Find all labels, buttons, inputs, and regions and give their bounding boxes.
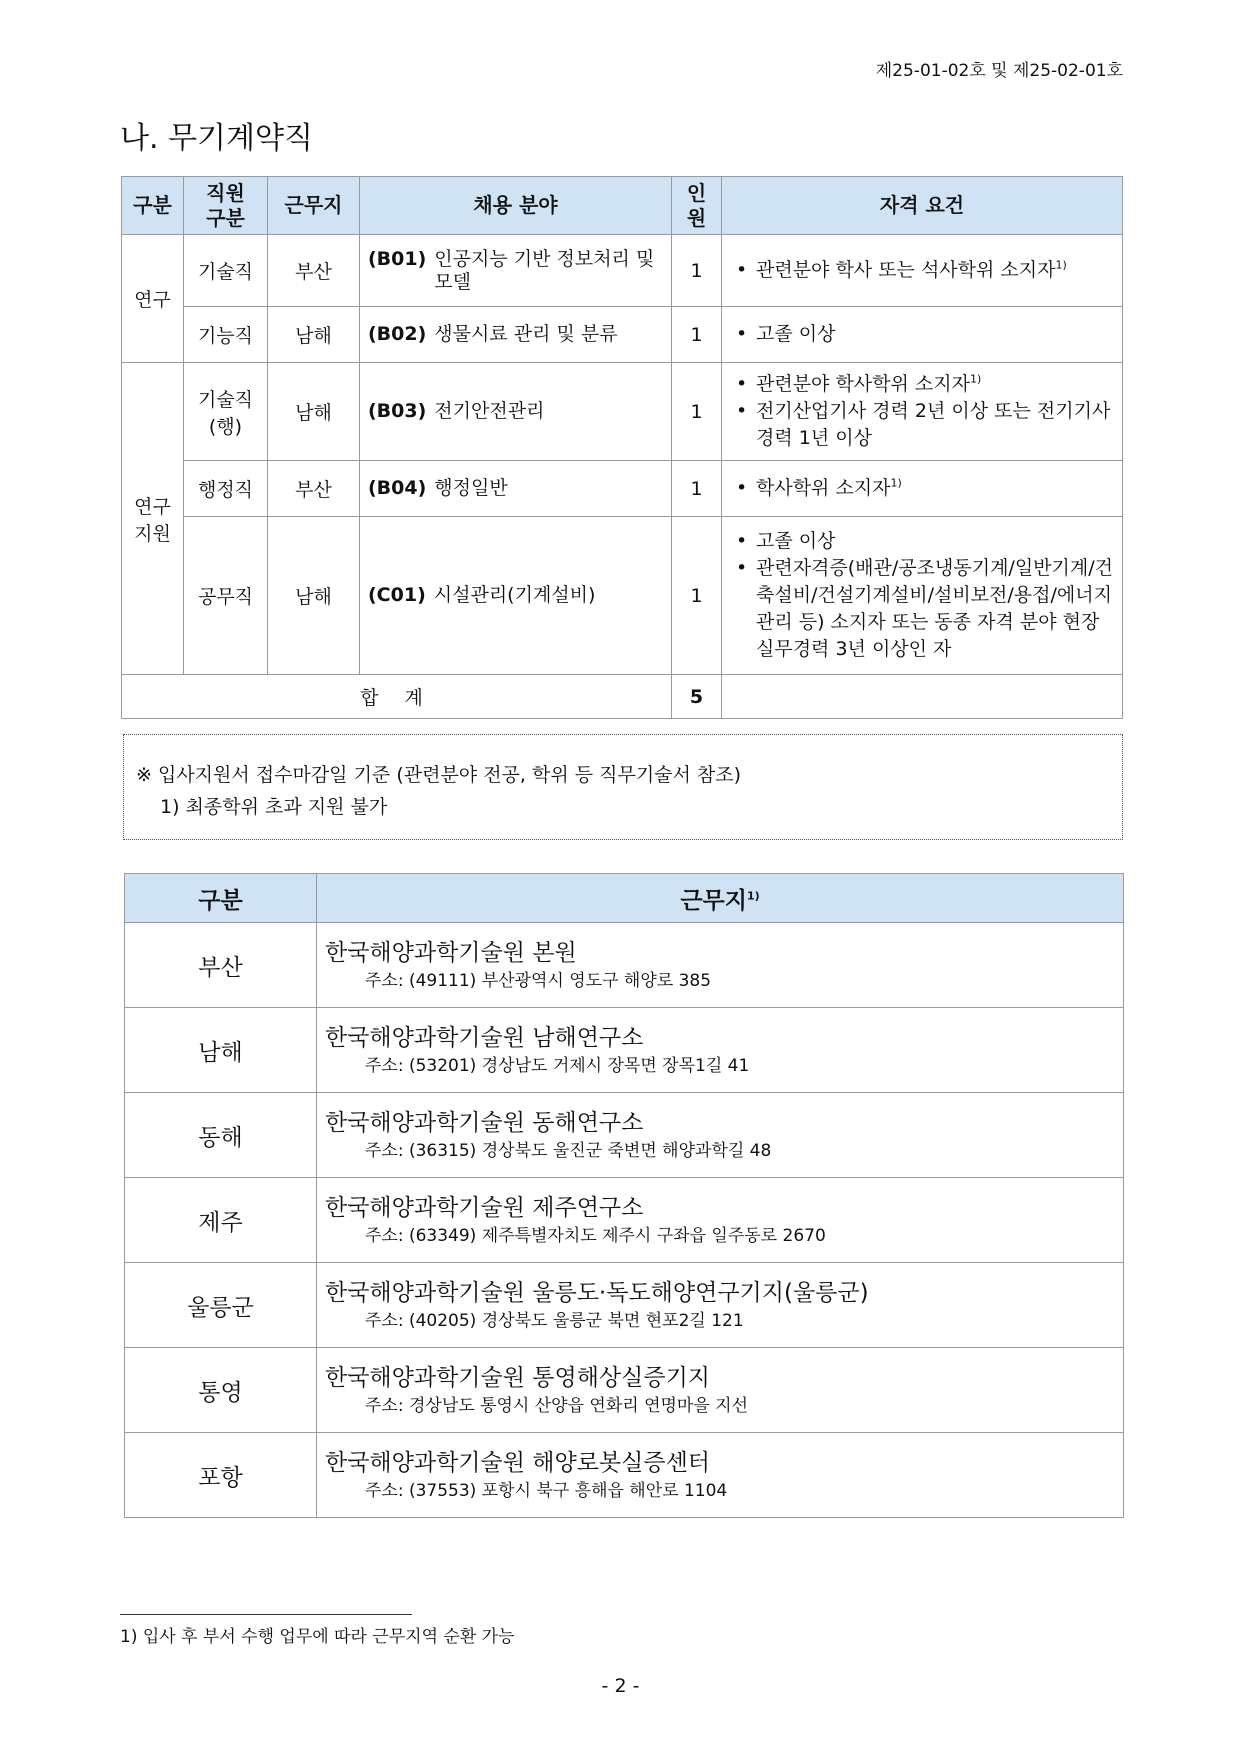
total-count: 5 (672, 675, 722, 719)
notes-box (123, 734, 1123, 840)
field-name: 전기안전관리 (434, 400, 545, 423)
footnote-divider (120, 1614, 412, 1615)
table-row (125, 1093, 1124, 1178)
field-cell (360, 235, 672, 307)
document-number: 제25-01-02호 및 제25-02-01호 (875, 61, 1123, 81)
site-address: 주소: (53201) 경상남도 거제시 장목면 장목1길 41 (365, 1056, 750, 1076)
total-label: 합 계 (122, 675, 672, 719)
site-detail (317, 1263, 1124, 1348)
site-name: 한국해양과학기술원 제주연구소 (325, 1195, 644, 1221)
site-name: 한국해양과학기술원 해양로봇실증센터 (325, 1450, 711, 1476)
staff-type: 행정직 (184, 461, 268, 517)
qualification-item: • 고졸 이상 (730, 528, 1118, 555)
headcount: 1 (672, 517, 722, 675)
headcount: 1 (672, 461, 722, 517)
headcount: 1 (672, 363, 722, 461)
staff-type: 기술직 (행) (184, 363, 268, 461)
field-code: (B01) (368, 247, 427, 270)
workplace-table (124, 873, 1124, 1518)
note-line: 1) 최종학위 초과 지원 불가 (160, 796, 388, 818)
table-row (125, 1348, 1124, 1433)
header-category: 구분 (122, 177, 184, 235)
qualification-item: • 고졸 이상 (730, 321, 1118, 348)
header-field: 채용 분야 (360, 177, 672, 235)
qualification-cell (722, 363, 1123, 461)
field-cell (360, 517, 672, 675)
site-detail (317, 923, 1124, 1008)
field-name: 생물시료 관리 및 분류 (434, 323, 618, 346)
site-address: 주소: (37553) 포항시 북구 흥해읍 해안로 1104 (365, 1481, 728, 1501)
note-line: ※ 입사지원서 접수마감일 기준 (관련분야 전공, 학위 등 직무기술서 참조) (136, 764, 742, 786)
qualification-cell (722, 517, 1123, 675)
qualification-item: • 학사학위 소지자$^{1)}$ (730, 475, 1118, 502)
site-name: 한국해양과학기술원 남해연구소 (325, 1025, 644, 1051)
header-qualifications: 자격 요건 (722, 177, 1123, 235)
region-name: 남해 (125, 1008, 317, 1093)
table-row (125, 923, 1124, 1008)
field-cell (360, 307, 672, 363)
region-name: 울릉군 (125, 1263, 317, 1348)
field-name: 인공지능 기반 정보처리 및 모델 (434, 247, 655, 293)
site-name: 한국해양과학기술원 통영해상실증기지 (325, 1365, 711, 1391)
region-name: 부산 (125, 923, 317, 1008)
site-name: 한국해양과학기술원 울릉도·독도해양연구기지(울릉군) (325, 1280, 869, 1306)
table-row (125, 1178, 1124, 1263)
total-row (122, 675, 1123, 719)
staff-type: 기능직 (184, 307, 268, 363)
region-name: 동해 (125, 1093, 317, 1178)
workplace: 부산 (268, 461, 360, 517)
region-name: 통영 (125, 1348, 317, 1433)
header-workplace: 근무지 (268, 177, 360, 235)
field-cell (360, 461, 672, 517)
region-name: 제주 (125, 1178, 317, 1263)
site-address: 주소: (40205) 경상북도 울릉군 북면 현포2길 121 (365, 1311, 744, 1331)
workplace: 부산 (268, 235, 360, 307)
qualification-item: • 관련분야 학사 또는 석사학위 소지자$^{1)}$ (730, 257, 1118, 284)
field-code: (B02) (368, 323, 427, 346)
workplace: 남해 (268, 363, 360, 461)
table-row (125, 1008, 1124, 1093)
field-code: (B03) (368, 400, 427, 423)
site-name: 한국해양과학기술원 본원 (325, 940, 577, 966)
total-empty-cell (722, 675, 1123, 719)
group-label: 연구 (122, 235, 184, 363)
table-row (125, 1433, 1124, 1518)
header-headcount: 인 원 (672, 177, 722, 235)
section-title: 나. 무기계약직 (120, 121, 313, 156)
qualification-cell (722, 235, 1123, 307)
footnote: 1) 입사 후 부서 수행 업무에 따라 근무지역 순환 가능 (120, 1627, 515, 1647)
site-detail (317, 1433, 1124, 1518)
field-cell (360, 363, 672, 461)
site-detail (317, 1008, 1124, 1093)
header-region: 구분 (125, 874, 317, 923)
page-number: - 2 - (601, 1675, 640, 1697)
field-name: 행정일반 (434, 477, 508, 500)
table-row (122, 517, 1123, 675)
header-staff-type: 직원 구분 (184, 177, 268, 235)
site-address: 주소: (63349) 제주특별자치도 제주시 구좌읍 일주동로 2670 (365, 1226, 826, 1246)
qualification-cell (722, 461, 1123, 517)
qualification-cell (722, 307, 1123, 363)
site-name: 한국해양과학기술원 동해연구소 (325, 1110, 644, 1136)
qualification-item: • 관련자격증(배관/공조냉동기계/일반기계/건축설비/건설기계설비/설비보전/용접/에너지관리 등) 소지자 또는 동종 자격 분야 현장 실무경력 3년 이상인 자 (730, 555, 1118, 663)
headcount: 1 (672, 307, 722, 363)
header-workplace: 근무지$^{1)}$ (317, 874, 1124, 923)
field-name: 시설관리(기계설비) (433, 584, 596, 607)
region-name: 포항 (125, 1433, 317, 1518)
staff-type: 기술직 (184, 235, 268, 307)
site-detail (317, 1348, 1124, 1433)
workplace: 남해 (268, 517, 360, 675)
field-code: (C01) (368, 584, 426, 607)
site-address: 주소: (49111) 부산광역시 영도구 해양로 385 (365, 971, 712, 991)
table-row (122, 235, 1123, 307)
recruitment-table (121, 176, 1123, 719)
group-label: 연구 지원 (122, 363, 184, 675)
table-row (122, 307, 1123, 363)
qualification-item: • 전기산업기사 경력 2년 이상 또는 전기기사 경력 1년 이상 (730, 398, 1118, 452)
site-address: 주소: 경상남도 통영시 산양읍 연화리 연명마을 지선 (365, 1396, 749, 1416)
headcount: 1 (672, 235, 722, 307)
site-detail (317, 1093, 1124, 1178)
table-row (122, 363, 1123, 461)
staff-type: 공무직 (184, 517, 268, 675)
site-address: 주소: (36315) 경상북도 울진군 죽변면 해양과학길 48 (365, 1141, 772, 1161)
field-code: (B04) (368, 477, 427, 500)
table-row (125, 1263, 1124, 1348)
site-detail (317, 1178, 1124, 1263)
qualification-item: • 관련분야 학사학위 소지자$^{1)}$ (730, 371, 1118, 398)
workplace: 남해 (268, 307, 360, 363)
table-row (122, 461, 1123, 517)
